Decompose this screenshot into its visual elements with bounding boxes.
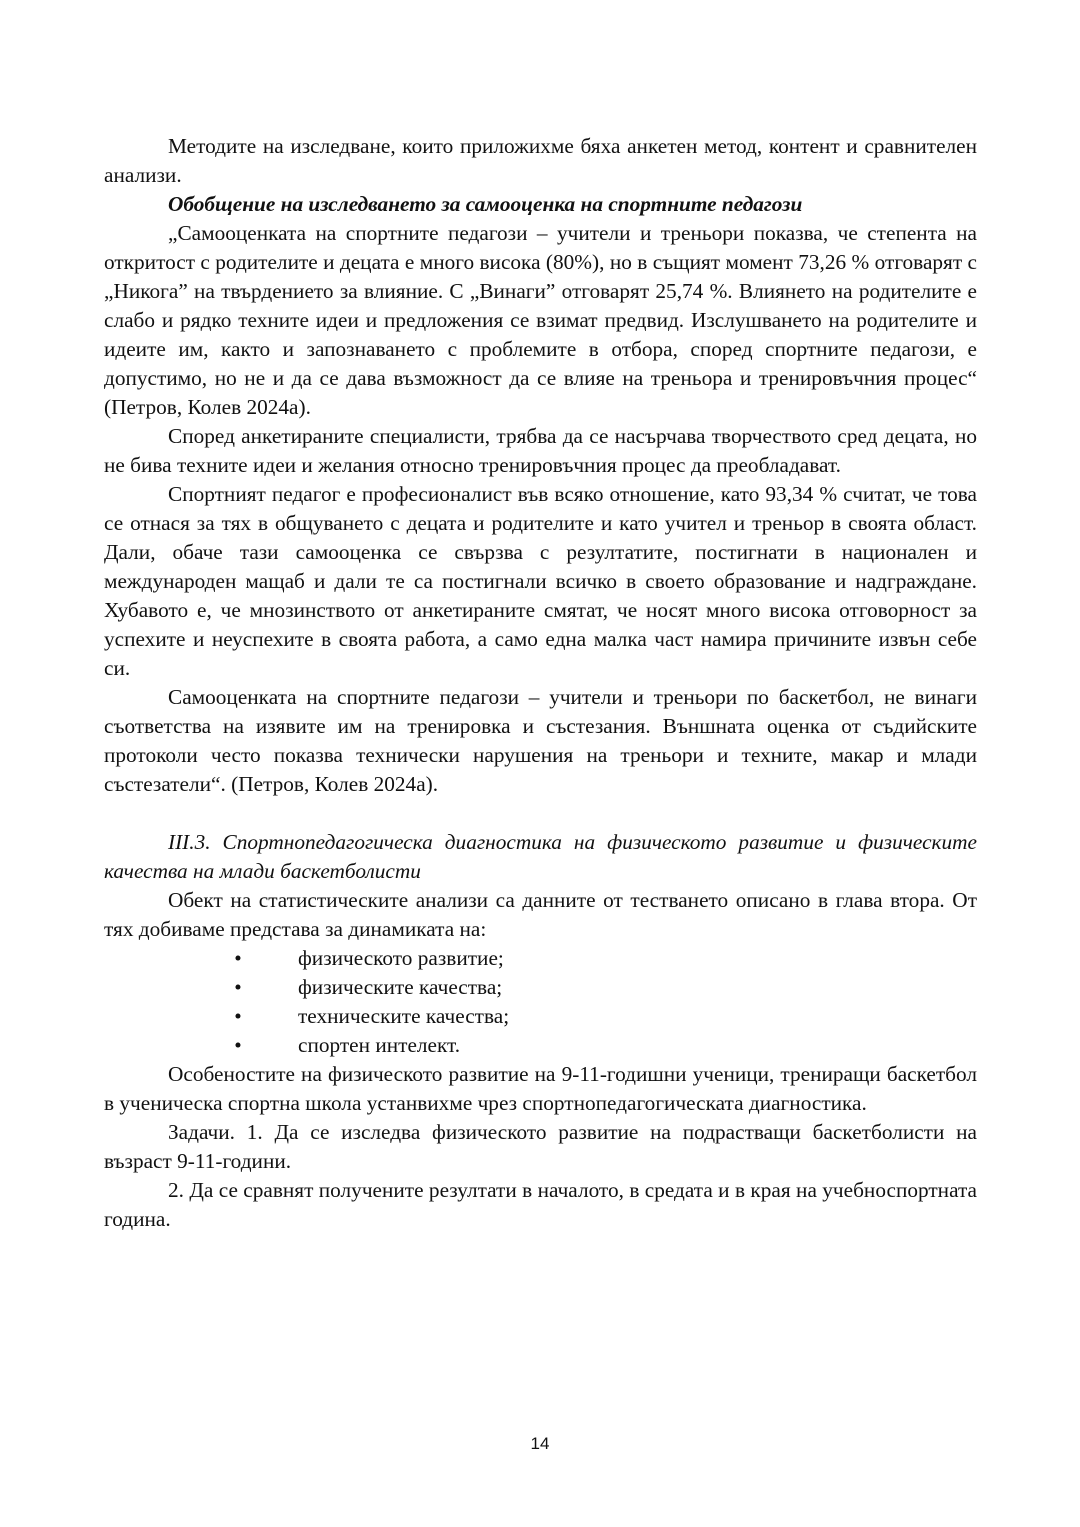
bullet-icon: • (234, 946, 242, 970)
bullet-icon: • (234, 975, 242, 999)
list-item-text: физическите качества; (298, 975, 503, 999)
bullet-list (104, 944, 977, 1060)
page-number: 14 (530, 1434, 550, 1453)
document-page (104, 132, 977, 1234)
list-item (104, 973, 977, 1002)
list-item-text: техническите качества; (298, 1004, 510, 1028)
paragraph-features: Особеностите на физическото развитие на 9-11-годишни ученици, трениращи баскетбол в ученическа спортна школа устанвихме чрез спортнопедагогическата диагностика. (104, 1062, 977, 1115)
paragraph-methods: Методите на изследване, които приложихме бяха анкетен метод, контент и сравнителен анализи. (104, 134, 977, 187)
paragraph-task-2: 2. Да се сравнят получените резултати в началото, в средата и в края на учебноспортната година. (104, 1178, 977, 1231)
paragraph-object: Обект на статистическите анализи са данните от тестването описано в глава втора. От тях добиваме представа за динамиката на: (104, 888, 977, 941)
list-item (104, 1002, 977, 1031)
list-item (104, 944, 977, 973)
list-item (104, 1031, 977, 1060)
bullet-icon: • (234, 1004, 242, 1028)
bullet-icon: • (234, 1033, 242, 1057)
heading-section: III.3. Спортнопедагогическа диагностика на физическото развитие и физическите качества на млади баскетболисти (104, 830, 977, 883)
list-item-text: физическото развитие; (298, 946, 504, 970)
paragraph-selfassessment: Самооценката на спортните педагози – учители и треньори по баскетбол, не винаги съответства на изявите им на тренировка и състезания. Външната оценка от съдийските протоколи често показва технически нарушения на треньори и техните, макар и млади състезатели“. (Петров, Колев 2024а). (104, 685, 977, 796)
list-item-text: спортен интелект. (298, 1033, 461, 1057)
paragraph-professional: Спортният педагог е професионалист във всяко отношение, като 93,34 % считат, че това се отнася за тях в общуването с децата и родителите и като учител и треньор в своята област. Дали, обаче тази самооценка се свързва с резултатите, постигнати в национален и международен мащаб и дали те са постигнали всичко в своето образование и надграждане. Хубавото е, че мнозинството от анкетираните смятат, че носят много висока отговорност за успехите и неуспехите в своята работа, а само една малка част намира причините извън себе си. (104, 482, 977, 680)
heading-summary: Обобщение на изследването за самооценка на спортните педагози (168, 192, 803, 216)
paragraph-survey: Според анкетираните специалисти, трябва да се насърчава творчеството сред децата, но не бива техните идеи и желания относно тренировъчния процес да преобладават. (104, 424, 977, 477)
paragraph-task-1: Задачи. 1. Да се изследва физическото развитие на подрастващи баскетболисти на възраст 9-11-години. (104, 1120, 977, 1173)
paragraph-quote: „Самооценката на спортните педагози – учители и треньори показва, че степента на откритост с родителите и децата е много висока (80%), но в същият момент 73,26 % отговарят с „Никога” на твърдението за влияние. С „Винаги” отговарят 25,74 %. Влиянето на родителите е слабо и рядко техните идеи и предложения се взимат предвид. Изслушването на родителите и идеите им, както и запознаването с проблемите в отбора, според спортните педагози, е допустимо, но не и да се дава възможност да се влияе на треньора и тренировъчния процес“ (Петров, Колев 2024а). (104, 221, 977, 419)
